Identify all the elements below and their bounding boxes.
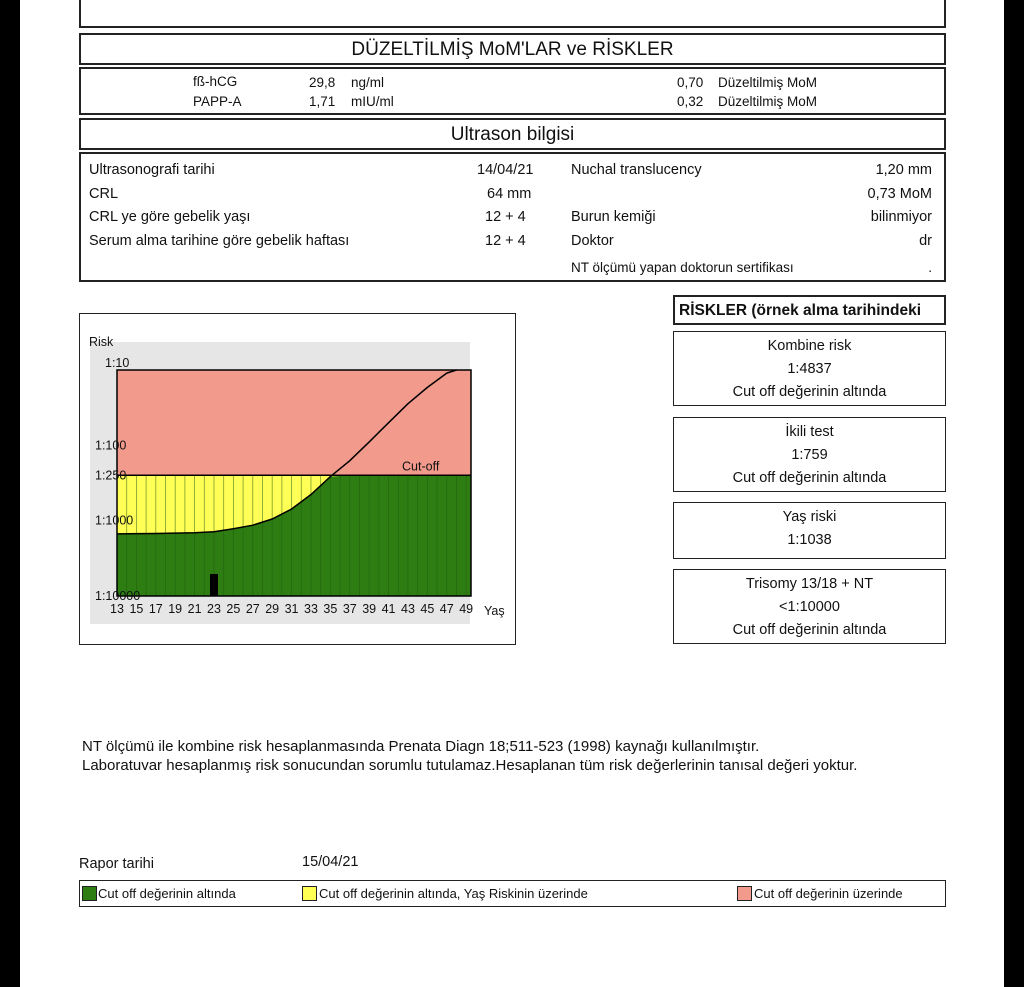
x-axis-label: Yaş — [484, 604, 505, 618]
x-tick-label: 45 — [420, 602, 435, 616]
risk-box-value: 1:759 — [791, 447, 828, 463]
marker-name: fß-hCG — [193, 74, 238, 89]
footnote — [82, 737, 857, 775]
risk-box-title: Yaş riski — [782, 509, 837, 525]
us-label: Burun kemiği — [571, 209, 656, 225]
x-tick-label: 47 — [439, 602, 454, 616]
risk-box-note: Cut off değerinin altında — [732, 470, 887, 486]
x-tick-label: 39 — [362, 602, 377, 616]
adjusted-title: DÜZELTİLMİŞ MoM'LAR ve RİSKLER — [351, 39, 674, 60]
ultrasound-header — [79, 118, 946, 150]
legend-label: Cut off değerinin altında, Yaş Riskinin üzerinde — [319, 886, 588, 901]
marker-value: 1,71 — [309, 94, 336, 109]
x-tick-label: 19 — [168, 602, 183, 616]
x-tick-label: 43 — [401, 602, 415, 616]
legend-swatch-yellow — [302, 886, 317, 901]
x-tick-label: 21 — [187, 602, 202, 616]
risks-header — [673, 295, 946, 325]
risk-chart-frame — [79, 313, 516, 645]
y-tick-label: 1:1000 — [95, 513, 134, 528]
marker-mom-label: Düzeltilmiş MoM — [718, 94, 818, 109]
risk-box-value: 1:4837 — [787, 361, 832, 377]
top-section-box — [79, 0, 946, 28]
us-value: dr — [919, 233, 932, 249]
marker-mom: 0,32 — [677, 94, 704, 109]
us-value: 14/04/21 — [477, 162, 534, 178]
footnote-line-2: Laboratuvar hesaplanmış risk sonucundan sorumlu tutulamaz.Hesaplanan tüm risk değerlerinin tanısal değeri yoktur. — [82, 757, 858, 774]
risk-box-title: İkili test — [785, 424, 834, 440]
x-tick-label: 23 — [207, 602, 221, 616]
marker-value: 29,8 — [309, 75, 336, 90]
report-date: 15/04/21 — [302, 854, 359, 870]
risk-box-value: 1:1038 — [787, 532, 832, 548]
x-tick-label: 41 — [381, 602, 396, 616]
y-tick-label: 1:10 — [105, 356, 130, 370]
legend-label: Cut off değerinin üzerinde — [754, 886, 903, 901]
x-tick-label: 33 — [304, 602, 318, 616]
us-label: Doktor — [571, 233, 614, 249]
us-value: 12 + 4 — [485, 233, 526, 249]
us-label: Nuchal translucency — [571, 162, 702, 178]
y-tick-label: 1:10000 — [95, 589, 141, 603]
us-label: CRL ye göre gebelik yaşı — [89, 209, 251, 225]
marker-mom: 0,70 — [677, 75, 704, 90]
risk-box-double-test — [673, 417, 946, 492]
risk-chart — [80, 314, 514, 643]
risk-box-value: <1:10000 — [779, 599, 840, 615]
footnote-line-1: NT ölçümü ile kombine risk hesaplanmasında Prenata Diagn 18;511-523 (1998) kaynağı kullanılmıştır. — [82, 738, 760, 755]
ultrasound-body — [79, 152, 946, 282]
x-tick-label: 35 — [323, 602, 338, 616]
adjusted-body — [79, 67, 946, 115]
legend-label: Cut off değerinin altında — [98, 886, 236, 901]
risk-box-combined — [673, 331, 946, 406]
y-axis-label: Risk — [89, 335, 114, 349]
us-value: 12 + 4 — [485, 209, 526, 225]
x-tick-label: 31 — [284, 602, 299, 616]
risk-box-title: Trisomy 13/18 + NT — [745, 576, 874, 592]
marker-unit: mIU/ml — [351, 94, 394, 109]
cutoff-label: Cut-off — [402, 459, 440, 474]
us-label: CRL — [89, 186, 119, 202]
risk-box-age — [673, 502, 946, 559]
legend — [79, 880, 946, 907]
legend-swatch-green — [82, 886, 97, 901]
ultrasound-title: Ultrason bilgisi — [450, 124, 575, 145]
patient-marker — [210, 574, 218, 596]
us-label: Ultrasonografi tarihi — [89, 162, 215, 178]
x-tick-label: 27 — [245, 602, 260, 616]
report-date-label: Rapor tarihi — [79, 856, 154, 872]
x-tick-label: 37 — [342, 602, 357, 616]
risks-title: RİSKLER (örnek alma tarihindeki — [679, 302, 922, 319]
us-value: bilinmiyor — [870, 209, 932, 225]
adjusted-header — [79, 33, 946, 65]
y-tick-label: 1:100 — [95, 438, 127, 453]
marker-unit: ng/ml — [351, 75, 385, 90]
us-label: Serum alma tarihine göre gebelik haftası — [89, 233, 350, 249]
marker-name: PAPP-A — [193, 94, 242, 109]
risk-box-note: Cut off değerinin altında — [732, 384, 887, 400]
risk-box-trisomy — [673, 569, 946, 644]
us-value: . — [928, 260, 932, 275]
us-value: 1,20 mm — [875, 162, 932, 178]
x-tick-label: 15 — [129, 602, 144, 616]
us-value: 64 mm — [487, 186, 532, 202]
legend-swatch-red — [737, 886, 752, 901]
marker-mom-label: Düzeltilmiş MoM — [718, 75, 818, 90]
x-tick-label: 17 — [148, 602, 163, 616]
x-tick-label: 29 — [265, 602, 280, 616]
us-value: 0,73 MoM — [867, 186, 932, 202]
us-label: NT ölçümü yapan doktorun sertifikası — [571, 260, 794, 275]
risk-box-note: Cut off değerinin altında — [732, 622, 887, 638]
y-tick-label: 1:250 — [95, 468, 127, 483]
x-tick-label: 13 — [110, 602, 124, 616]
x-tick-label: 49 — [459, 602, 474, 616]
risk-box-title: Kombine risk — [767, 338, 852, 354]
x-tick-label: 25 — [226, 602, 241, 616]
